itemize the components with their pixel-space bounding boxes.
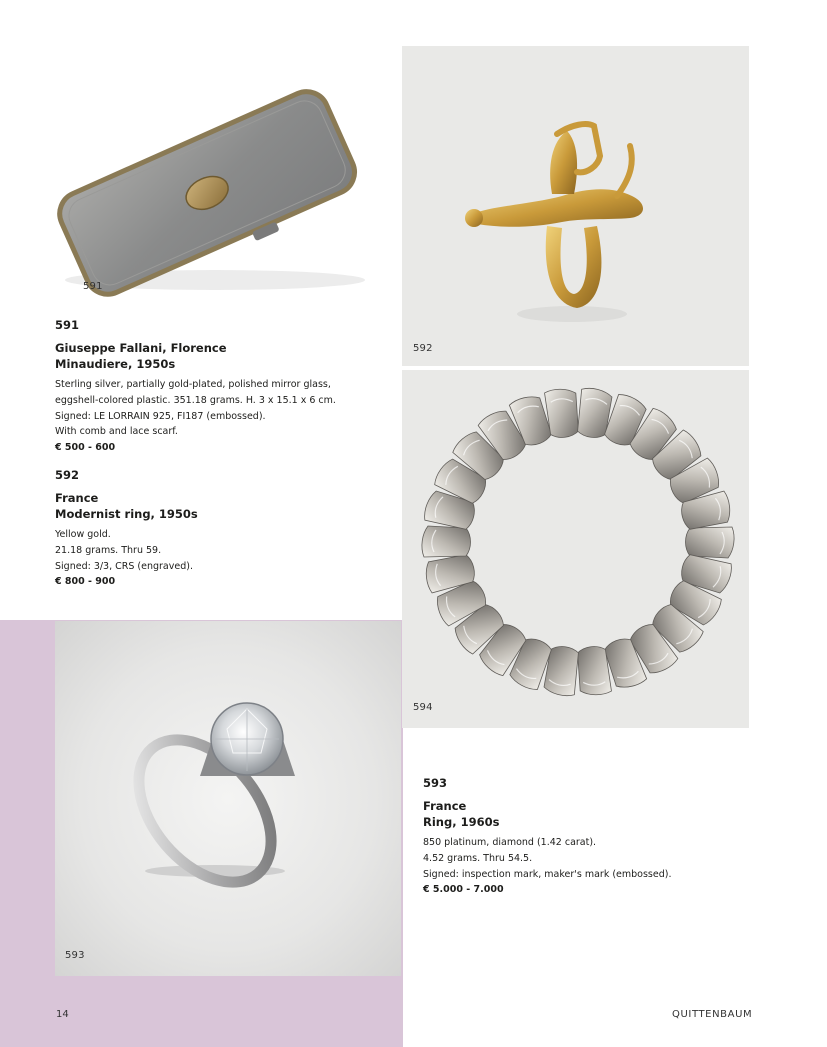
necklace-link bbox=[422, 526, 471, 557]
photo-caption: 594 bbox=[413, 702, 433, 713]
lot-estimate: € 800 - 900 bbox=[55, 576, 116, 588]
lot-description bbox=[55, 377, 400, 440]
lot-title: Minaudiere, 1950s bbox=[55, 357, 176, 371]
publisher-name: QUITTENBAUM bbox=[672, 1009, 753, 1020]
lot-title: Modernist ring, 1950s bbox=[55, 507, 198, 521]
lot-number: 593 bbox=[423, 776, 448, 790]
lot-artist: France bbox=[55, 491, 99, 505]
lot-entry-591 bbox=[55, 318, 400, 455]
description-line: Signed: inspection mark, maker's mark (embossed). bbox=[423, 868, 672, 880]
diamond-ring-icon bbox=[55, 621, 401, 976]
lot-description bbox=[55, 527, 400, 574]
photo-lot-594 bbox=[402, 370, 749, 728]
description-line: Sterling silver, partially gold-plated, polished mirror glass, bbox=[55, 379, 331, 390]
photo-caption: 592 bbox=[413, 343, 433, 354]
photo-caption: 593 bbox=[65, 950, 85, 961]
description-line: Yellow gold. bbox=[55, 529, 111, 540]
description-line: Signed: 3/3, CRS (engraved). bbox=[55, 560, 193, 572]
description-line: 21.18 grams. Thru 59. bbox=[55, 544, 162, 556]
photo-lot-593 bbox=[55, 621, 401, 976]
description-line: Signed: LE LORRAIN 925, FI187 (embossed). bbox=[55, 410, 266, 422]
description-line: 850 platinum, diamond (1.42 carat). bbox=[423, 837, 597, 848]
minaudiere-icon bbox=[40, 45, 400, 300]
lot-artist: Giuseppe Fallani, Florence bbox=[55, 341, 227, 355]
lot-estimate: € 5.000 - 7.000 bbox=[423, 884, 504, 896]
lot-number: 591 bbox=[55, 318, 80, 332]
page-number: 14 bbox=[56, 1009, 69, 1020]
photo-lot-591 bbox=[40, 45, 400, 300]
description-line: 4.52 grams. Thru 54.5. bbox=[423, 852, 533, 864]
photo-lot-592 bbox=[402, 46, 749, 366]
lot-description bbox=[423, 835, 753, 882]
photo-caption: 591 bbox=[83, 281, 103, 292]
necklace-link bbox=[686, 527, 735, 558]
necklace-link bbox=[575, 645, 612, 697]
necklace-icon bbox=[402, 370, 749, 728]
lot-estimate: € 500 - 600 bbox=[55, 442, 116, 454]
lot-entry-593 bbox=[423, 776, 753, 897]
description-line: eggshell-colored plastic. 351.18 grams. H. 3 x 15.1 x 6 cm. bbox=[55, 394, 336, 406]
description-line: With comb and lace scarf. bbox=[55, 426, 178, 438]
lot-entry-592 bbox=[55, 468, 400, 589]
ring-figure-icon bbox=[402, 46, 749, 366]
lot-artist: France bbox=[423, 799, 467, 813]
necklace-link bbox=[544, 387, 581, 439]
lot-number: 592 bbox=[55, 468, 80, 482]
lot-title: Ring, 1960s bbox=[423, 815, 500, 829]
